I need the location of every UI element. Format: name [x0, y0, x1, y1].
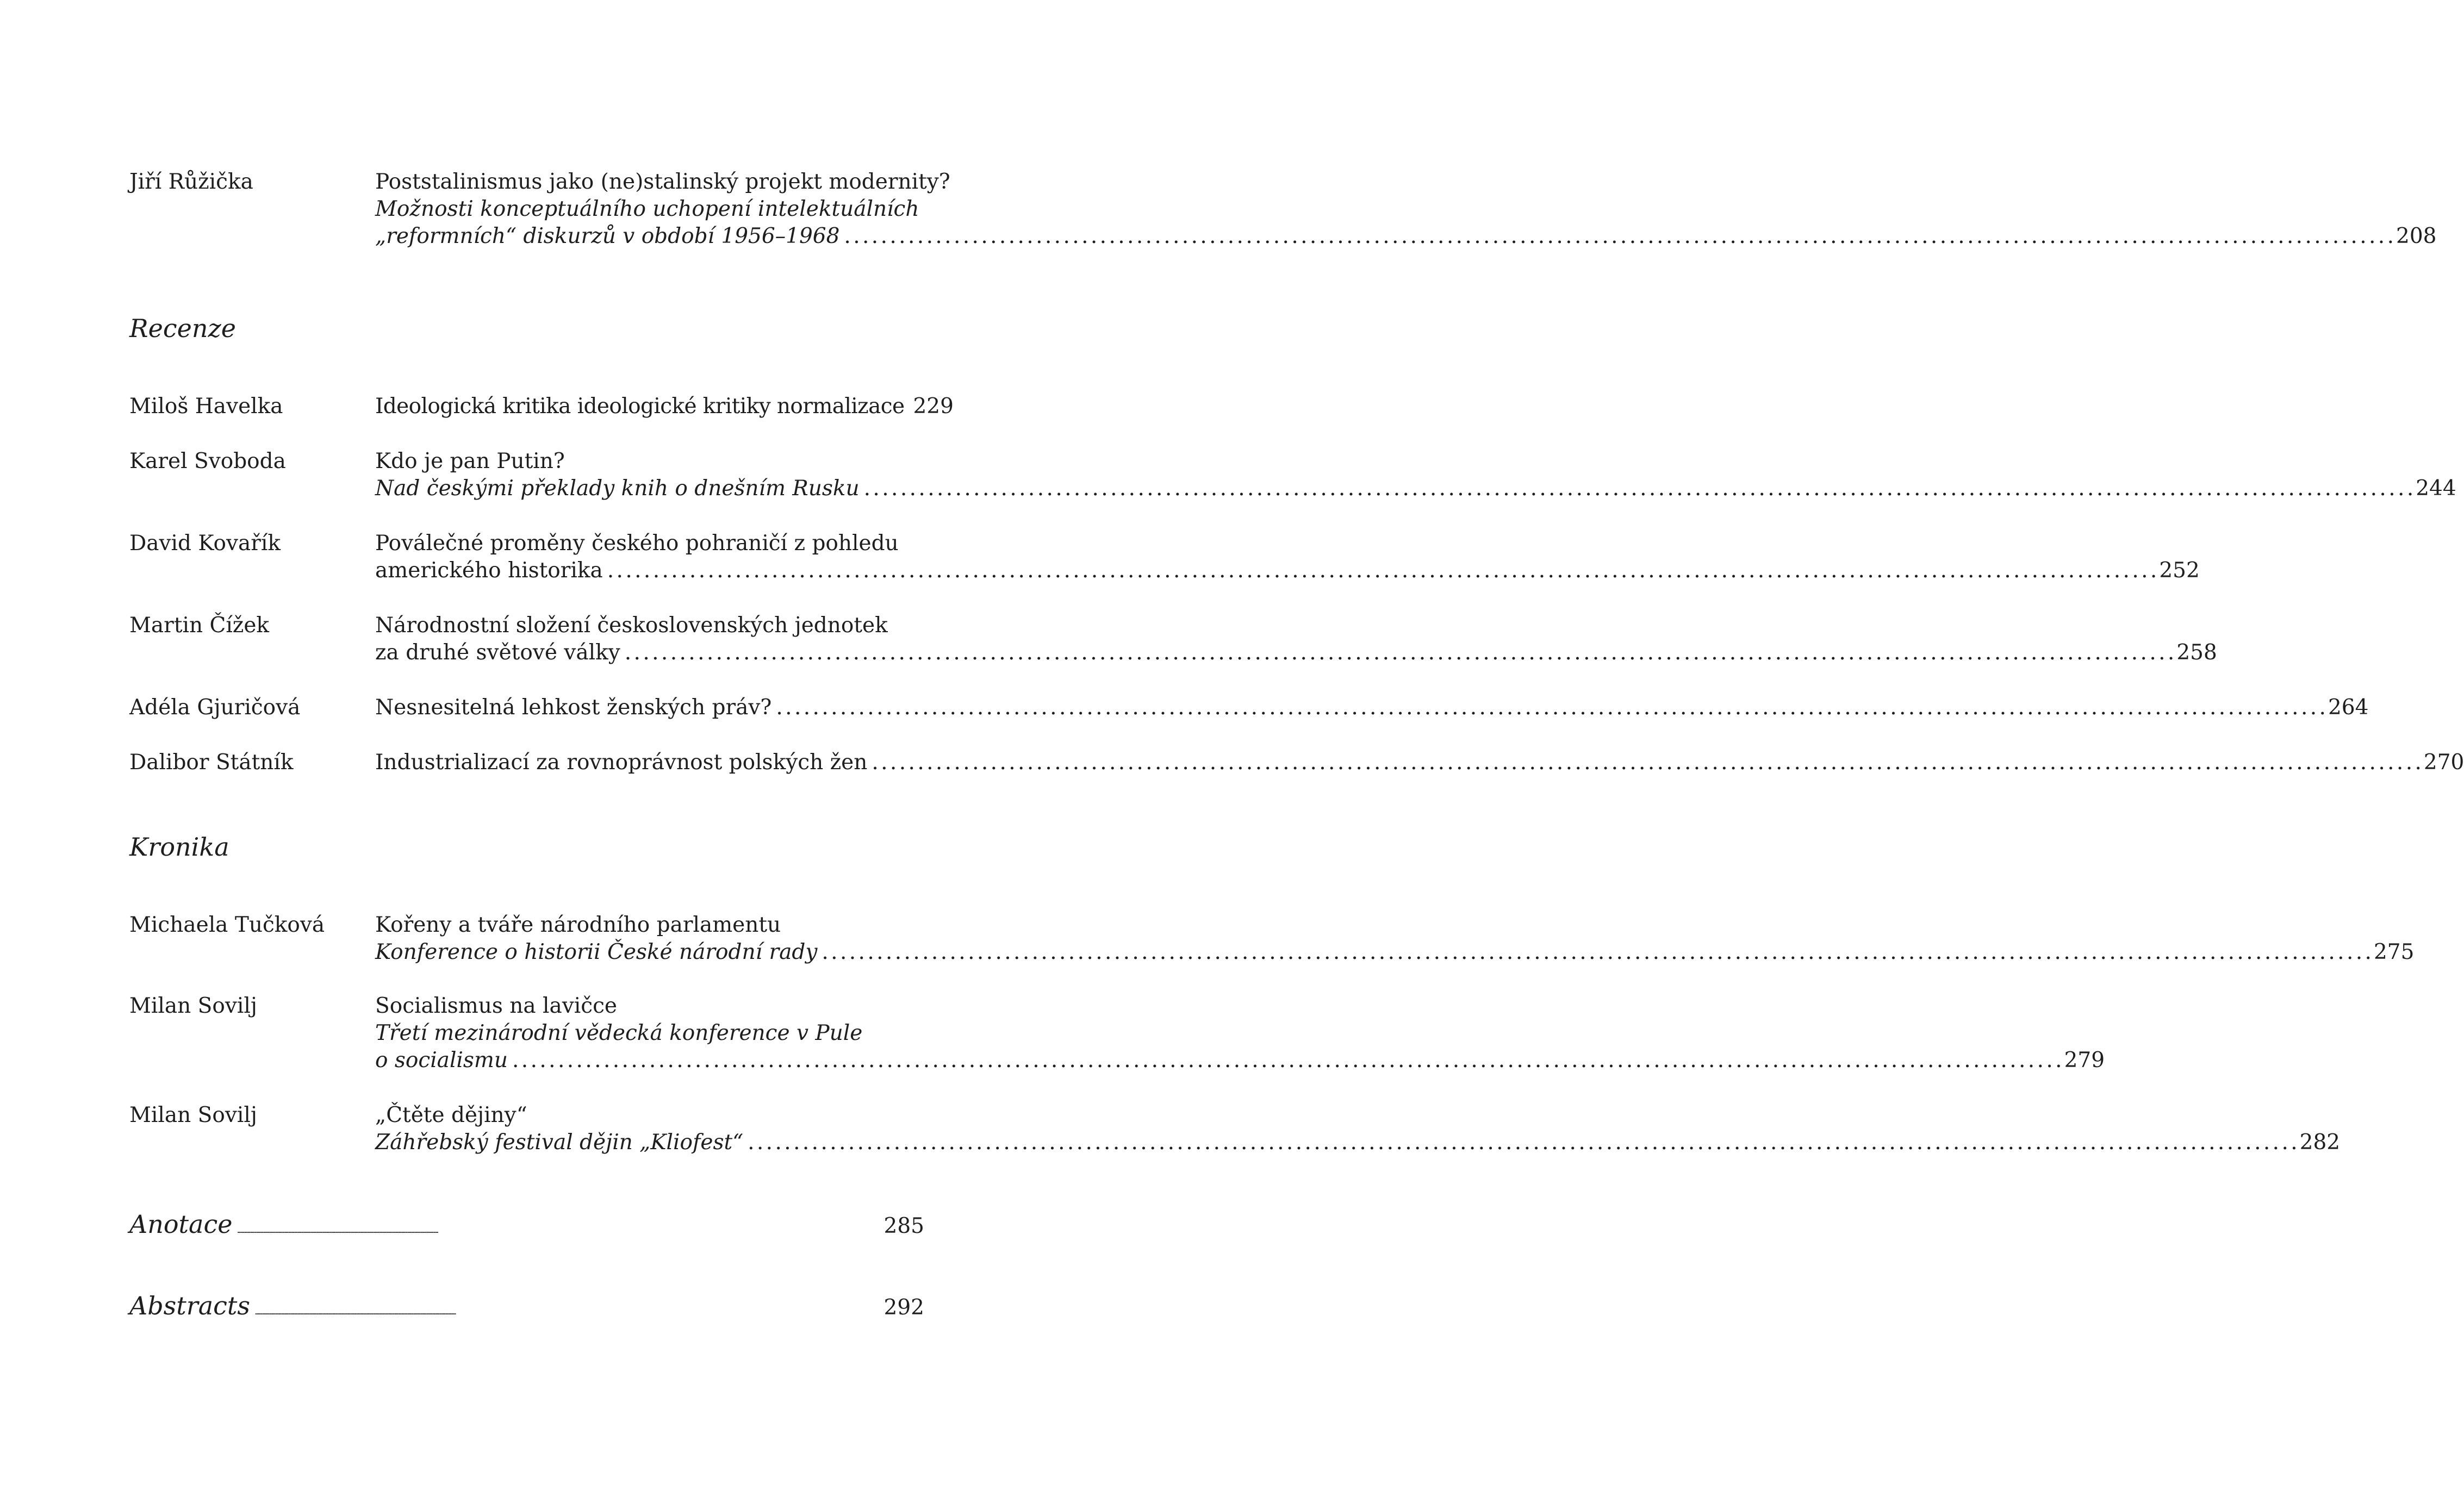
entry-title: „Čtěte dějiny“	[375, 1103, 527, 1127]
entry-body	[375, 530, 2200, 584]
dot-leader	[822, 939, 2369, 966]
entry-leader-line	[375, 1047, 2105, 1074]
entry-body	[375, 448, 2456, 502]
dot-leader	[512, 1047, 2060, 1074]
section-heading-recenze: Recenze	[129, 314, 236, 343]
entry-body	[375, 749, 2464, 776]
entry-leader-line	[375, 749, 2464, 776]
entry-subtitle: Třetí mezinárodní vědecká konference v Pule	[375, 1021, 863, 1045]
entry-author: Dalibor Státník	[129, 750, 294, 775]
entry-title-cont: za druhé světové války	[375, 640, 620, 665]
entry-subtitle-cont: „reformních“ diskurzů v období 1956–1968	[375, 224, 840, 248]
toc-entry-anotace	[129, 1210, 924, 1238]
section-heading-kronika: Kronika	[129, 832, 229, 862]
entry-leader-line	[375, 639, 2217, 666]
dot-leader	[864, 475, 2412, 502]
entry-author: Michaela Tučková	[129, 913, 325, 937]
dot-leader	[625, 639, 2173, 666]
entry-title: Socialismus na lavičce	[375, 994, 617, 1018]
entry-title: Nesnesitelná lehkost ženských práv?	[375, 695, 772, 720]
entry-title: Kořeny a tváře národního parlamentu	[375, 913, 781, 937]
dot-leader	[844, 223, 2392, 250]
page-number: 285	[883, 1214, 924, 1238]
entry-leader-line	[375, 557, 2200, 584]
entry-subtitle: Možnosti konceptuálního uchopení intelektuálních	[375, 197, 919, 221]
entry-leader-line	[375, 939, 2415, 966]
dot-leader	[237, 1216, 879, 1244]
toc-entry-abstracts	[129, 1292, 924, 1320]
entry-subtitle-cont: o socialismu	[375, 1048, 508, 1073]
section-heading-anotace: Anotace	[129, 1210, 233, 1239]
entry-subtitle: Nad českými překlady knih o dnešním Rusku	[375, 476, 860, 501]
entry-author: Martin Čížek	[129, 613, 270, 638]
page-number: 244	[2416, 476, 2456, 501]
entry-title: Národnostní složení československých jednotek	[375, 613, 888, 638]
entry-body	[375, 612, 2217, 666]
entry-author: Milan Sovilj	[129, 994, 257, 1018]
entry-title: Poválečné proměny českého pohraničí z pohledu	[375, 531, 899, 556]
page-number: 208	[2396, 224, 2437, 248]
entry-author: Karel Svoboda	[129, 449, 286, 473]
page-number: 252	[2159, 558, 2200, 583]
entry-body	[375, 169, 2437, 250]
entry-author: Adéla Gjuričová	[129, 695, 301, 720]
dot-leader	[776, 694, 2324, 721]
entry-title: Kdo je pan Putin?	[375, 449, 565, 473]
entry-leader-line	[375, 694, 2369, 721]
page-number: 270	[2423, 750, 2464, 775]
entry-author: David Kovařík	[129, 531, 281, 556]
entry-author: Jiří Růžička	[129, 170, 253, 194]
page-number: 282	[2299, 1130, 2341, 1155]
entry-leader-line	[375, 393, 954, 420]
entry-leader-line	[375, 223, 2437, 250]
page-number: 264	[2328, 695, 2369, 720]
page-number: 275	[2373, 940, 2415, 964]
page-number: 279	[2064, 1048, 2105, 1073]
entry-subtitle: Konference o historii České národní rady	[375, 940, 818, 964]
page-number: 229	[913, 394, 954, 419]
entry-body	[375, 993, 2105, 1074]
entry-body	[375, 694, 2369, 721]
entry-leader-line	[375, 475, 2456, 502]
dot-leader	[607, 557, 2155, 584]
dot-leader	[748, 1129, 2295, 1156]
entry-body	[375, 393, 954, 420]
entry-author: Milan Sovilj	[129, 1103, 257, 1127]
entry-title: Industrializací za rovnoprávnost polských žen	[375, 750, 868, 775]
entry-author: Miloš Havelka	[129, 394, 283, 419]
page-number: 292	[883, 1295, 924, 1320]
dot-leader	[254, 1298, 880, 1326]
entry-leader-line	[375, 1129, 2341, 1156]
entry-title-cont: amerického historika	[375, 558, 603, 583]
dot-leader	[872, 749, 2419, 776]
section-heading-abstracts: Abstracts	[129, 1291, 251, 1320]
entry-subtitle: Záhřebský festival dějin „Kliofest“	[375, 1130, 744, 1155]
entry-title: Ideologická kritika ideologické kritiky normalizace	[375, 394, 905, 419]
entry-body	[375, 912, 2415, 966]
page-number: 258	[2176, 640, 2217, 665]
entry-title: Poststalinismus jako (ne)stalinský projekt modernity?	[375, 170, 950, 194]
entry-body	[375, 1102, 2341, 1156]
